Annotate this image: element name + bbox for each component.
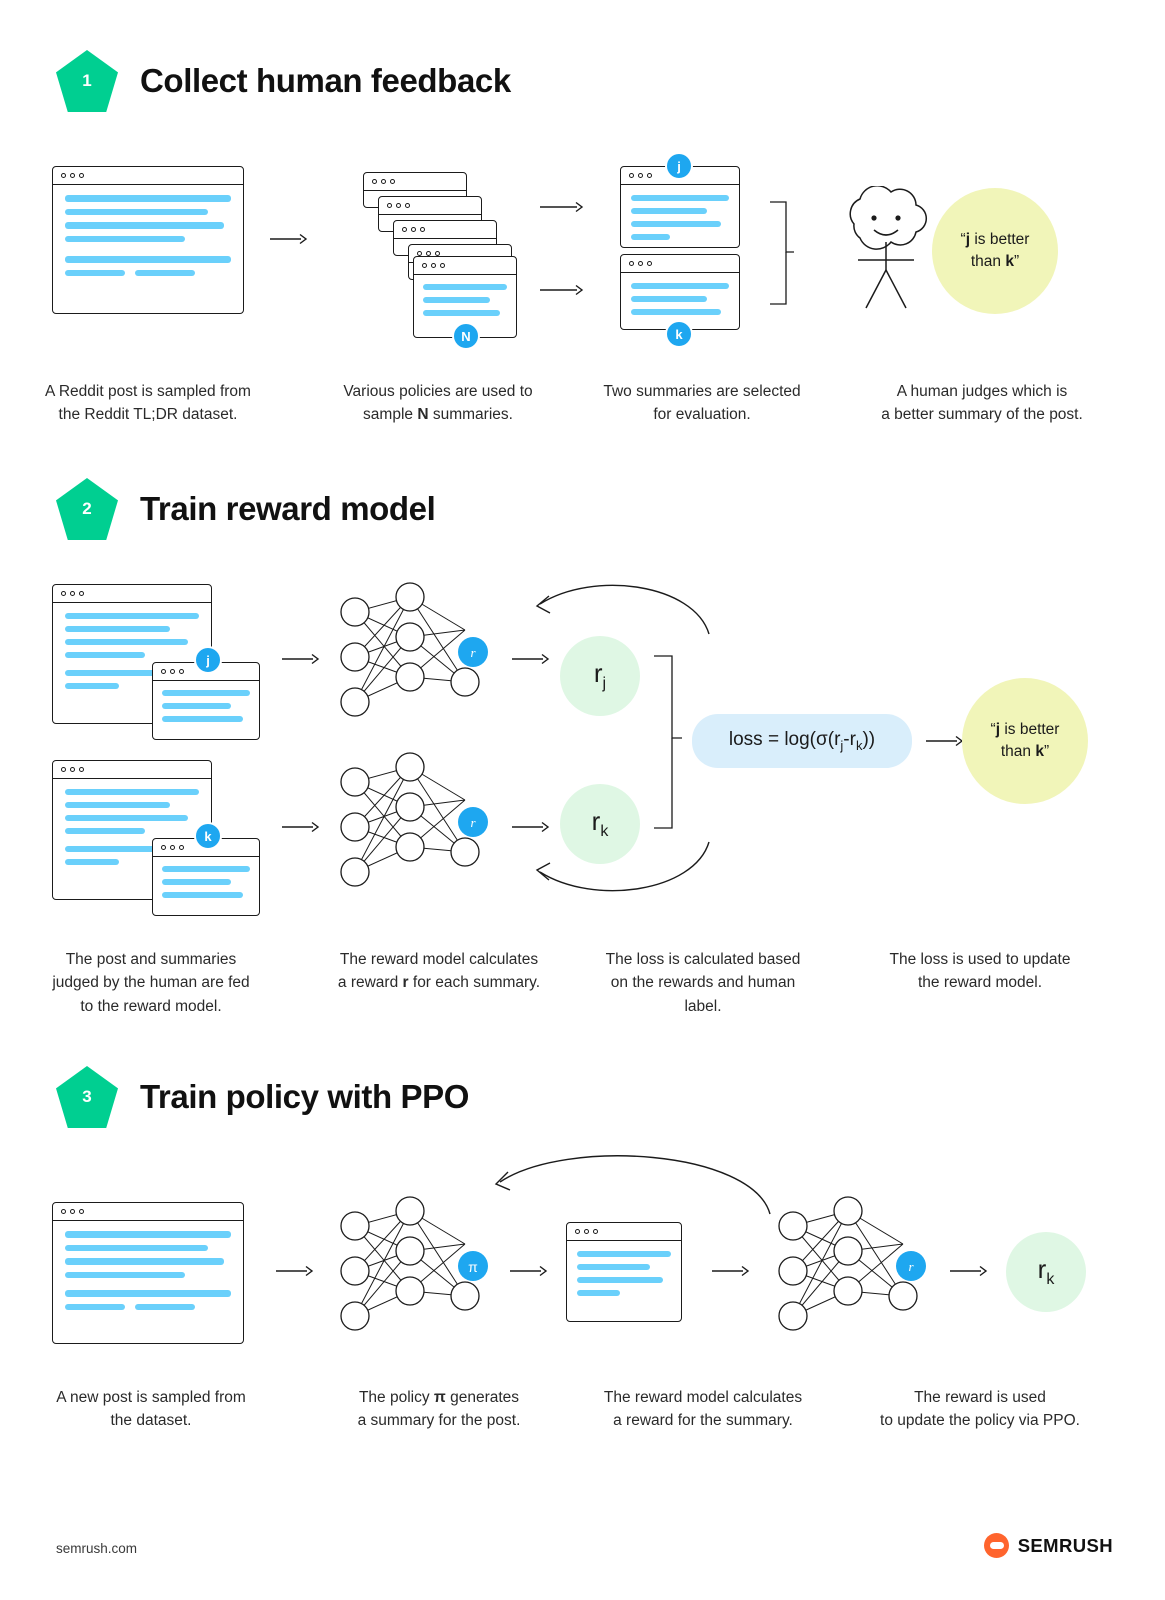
- dot-icon: [70, 767, 75, 772]
- dot-icon: [179, 669, 184, 674]
- step-number-badge-3: [56, 1066, 118, 1128]
- text-line: [65, 270, 125, 276]
- dot-icon: [405, 203, 410, 208]
- arrow-policies-to-summary-j: [540, 200, 586, 214]
- arrow-summary-to-reward-model: [712, 1264, 752, 1278]
- human-judge-figure: [832, 186, 942, 341]
- dot-icon: [79, 591, 84, 596]
- arrow-to-nn-k: [282, 820, 322, 834]
- card-body: [567, 1241, 681, 1313]
- dot-icon: [647, 261, 652, 266]
- card-body: [153, 681, 259, 738]
- step-number-badge-2: [56, 478, 118, 540]
- text-line: [65, 683, 119, 689]
- text-line: [65, 639, 188, 645]
- text-line: [135, 270, 195, 276]
- badge-j-2: j: [194, 646, 222, 674]
- selected-summary-card-k: [620, 254, 740, 330]
- dot-icon: [638, 261, 643, 266]
- arrow-nn-to-reward-j: [512, 652, 552, 666]
- svg-text:r: r: [470, 645, 476, 660]
- loss-formula-pill: [692, 714, 912, 768]
- caption-2-3: The loss is calculated based on the rewards and human label.: [605, 951, 801, 1015]
- card-titlebar: [364, 173, 466, 191]
- speech-mid: is better: [970, 230, 1030, 248]
- section-1-title: Collect human feedback: [140, 62, 511, 99]
- badge-k-2: k: [194, 822, 222, 850]
- ppo-update-arc: [486, 1140, 776, 1220]
- speech-bubble-judgement-1: [932, 188, 1058, 314]
- text-line: [423, 310, 500, 316]
- caption-3-1: A new post is sampled from the dataset.: [56, 1389, 246, 1430]
- dot-icon: [647, 173, 652, 178]
- section-3-header: [0, 1066, 1165, 1128]
- dot-icon: [629, 173, 634, 178]
- feedback-arrow-upper: [524, 570, 714, 640]
- section-train-policy-ppo: [0, 1066, 1165, 1128]
- reward-subscript: k: [1046, 1271, 1055, 1289]
- brace-rewards-to-loss: [652, 652, 692, 832]
- text-line: [65, 1272, 185, 1279]
- card-titlebar: [53, 761, 211, 779]
- reward-model-network-3: [768, 1196, 938, 1346]
- arrow-policies-to-summary-k: [540, 283, 586, 297]
- speech-than: than: [970, 253, 1006, 270]
- reward-symbol: r: [591, 806, 601, 837]
- reward-symbol: r: [593, 658, 603, 689]
- text-line: [65, 652, 145, 658]
- dot-icon: [61, 767, 66, 772]
- dot-icon: [170, 845, 175, 850]
- text-line: [631, 208, 707, 214]
- text-line: [577, 1264, 650, 1270]
- caption-2-2: The reward model calculates a reward r for each summary.: [337, 951, 541, 992]
- dot-icon: [396, 203, 401, 208]
- arrow-nn-to-reward-k: [512, 820, 552, 834]
- quote-close: ”: [1013, 253, 1020, 270]
- text-line: [631, 234, 670, 240]
- feedback-arrow-lower: [524, 836, 714, 906]
- text-line: [65, 195, 231, 202]
- dot-icon: [593, 1229, 598, 1234]
- dot-icon: [420, 227, 425, 232]
- badge-j: j: [665, 152, 693, 180]
- footer-url[interactable]: semrush.com: [56, 1541, 138, 1556]
- text-line: [631, 283, 729, 289]
- text-line: [65, 1258, 224, 1265]
- dot-icon: [61, 1209, 66, 1214]
- text-line: [135, 1304, 195, 1310]
- dot-icon: [431, 263, 436, 268]
- svg-text:r: r: [908, 1259, 914, 1274]
- arrow-post-to-policy: [276, 1264, 316, 1278]
- card-titlebar: [379, 197, 481, 215]
- quote-open: “: [960, 230, 966, 248]
- dot-icon: [629, 261, 634, 266]
- dot-icon: [61, 591, 66, 596]
- dot-icon: [179, 845, 184, 850]
- card-titlebar: [567, 1223, 681, 1241]
- dot-icon: [390, 179, 395, 184]
- dot-icon: [411, 227, 416, 232]
- dot-icon: [161, 845, 166, 850]
- text-line: [162, 866, 250, 872]
- caption-1-2: Various policies are used to sample N summaries.: [343, 383, 533, 424]
- semrush-brand: [984, 1533, 1113, 1558]
- speech-text: [961, 229, 1030, 274]
- generated-summary-card: [566, 1222, 682, 1322]
- card-body: [153, 857, 259, 914]
- text-line: [577, 1277, 663, 1283]
- dot-icon: [387, 203, 392, 208]
- reward-model-network-j: [330, 582, 500, 732]
- speech-bubble-judgement-2: [962, 678, 1088, 804]
- reddit-post-card: [52, 166, 244, 314]
- text-line: [65, 222, 224, 229]
- text-line: [162, 716, 243, 722]
- text-line: [631, 296, 707, 302]
- text-line: [65, 828, 145, 834]
- text-line: [65, 256, 231, 263]
- arrow-to-nn-j: [282, 652, 322, 666]
- caption-2-4: The loss is used to update the reward model.: [889, 951, 1071, 992]
- step-number-badge-1: [56, 50, 118, 112]
- arrow-loss-to-label: [926, 734, 966, 748]
- policy-network: [330, 1196, 500, 1346]
- svg-text:π: π: [468, 1259, 478, 1275]
- dot-icon: [372, 179, 377, 184]
- dot-icon: [575, 1229, 580, 1234]
- card-titlebar: [394, 221, 496, 239]
- arrow-post-to-policies: [270, 232, 310, 246]
- section-2-header: [0, 478, 1165, 540]
- dot-icon: [638, 173, 643, 178]
- card-titlebar: [621, 255, 739, 273]
- caption-1-1: A Reddit post is sampled from the Reddit TL;DR dataset.: [45, 383, 251, 424]
- card-titlebar: [53, 167, 243, 185]
- dot-icon: [61, 173, 66, 178]
- dot-icon: [70, 591, 75, 596]
- card-titlebar: [414, 257, 516, 275]
- text-line: [65, 613, 199, 619]
- speech-text: “j is better than k”: [990, 720, 1060, 760]
- dot-icon: [79, 1209, 84, 1214]
- text-line: [631, 221, 721, 227]
- text-line: [162, 879, 231, 885]
- svg-text:r: r: [470, 815, 476, 830]
- dot-icon: [70, 173, 75, 178]
- card-body: [53, 185, 243, 293]
- text-line: [65, 626, 170, 632]
- text-line: [65, 1231, 231, 1238]
- dot-icon: [170, 669, 175, 674]
- caption-1-4: A human judges which is a better summary of the post.: [881, 383, 1083, 424]
- dot-icon: [381, 179, 386, 184]
- text-line: [65, 1245, 208, 1252]
- step-number-3: 3: [82, 1086, 92, 1106]
- caption-2-1: The post and summaries judged by the human are fed to the reward model.: [52, 951, 250, 1015]
- card-body: [53, 1221, 243, 1327]
- section-collect-human-feedback: [0, 50, 1165, 112]
- brace-to-human: [768, 200, 808, 308]
- text-line: [423, 284, 507, 290]
- section-train-reward-model: [0, 478, 1165, 540]
- label-j: j: [965, 230, 971, 248]
- semrush-logo-icon: [984, 1533, 1009, 1558]
- dot-icon: [422, 263, 427, 268]
- text-line: [65, 859, 119, 865]
- reward-subscript: j: [602, 675, 607, 693]
- text-line: [577, 1290, 620, 1296]
- text-line: [65, 1304, 125, 1310]
- reward-subscript: k: [600, 823, 609, 841]
- text-line: [65, 1290, 231, 1297]
- dot-icon: [440, 263, 445, 268]
- step-number-1: 1: [82, 70, 92, 90]
- dot-icon: [161, 669, 166, 674]
- text-line: [423, 297, 490, 303]
- reward-circle-rj: [560, 636, 640, 716]
- caption-3-3: The reward model calculates a reward for the summary.: [603, 1389, 803, 1430]
- section-1-header: [0, 50, 1165, 112]
- arrow-policy-to-summary: [510, 1264, 550, 1278]
- text-line: [162, 690, 250, 696]
- reward-model-network-k: [330, 752, 500, 902]
- dot-icon: [79, 173, 84, 178]
- card-titlebar: [53, 585, 211, 603]
- caption-3-2: The policy π generates a summary for the post.: [357, 1389, 521, 1430]
- step-number-2: 2: [82, 498, 92, 518]
- arrow-to-reward-3: [950, 1264, 990, 1278]
- text-line: [65, 815, 188, 821]
- text-line: [631, 195, 729, 201]
- text-line: [65, 209, 208, 216]
- loss-formula-text: loss = $\log(\sigma(r_j-r_k))$: [728, 729, 876, 753]
- card-titlebar: [53, 1203, 243, 1221]
- label-k: k: [1005, 253, 1014, 270]
- section-2-title: Train reward model: [140, 490, 436, 527]
- text-line: [631, 309, 721, 315]
- dot-icon: [402, 227, 407, 232]
- reward-circle-3: [1006, 1232, 1086, 1312]
- dot-icon: [79, 767, 84, 772]
- dot-icon: [70, 1209, 75, 1214]
- logo-mark: [984, 1533, 1009, 1558]
- badge-k: k: [665, 320, 693, 348]
- badge-n: N: [452, 322, 480, 350]
- caption-1-3: Two summaries are selected for evaluation.: [603, 383, 801, 424]
- text-line: [162, 703, 231, 709]
- text-line: [577, 1251, 671, 1257]
- text-line: [65, 789, 199, 795]
- section-3-title: Train policy with PPO: [140, 1078, 469, 1115]
- text-line: [65, 802, 170, 808]
- reward-symbol: r: [1037, 1254, 1047, 1285]
- dot-icon: [584, 1229, 589, 1234]
- brand-name: SEMRUSH: [1017, 1534, 1113, 1556]
- text-line: [162, 892, 243, 898]
- card-body: [621, 185, 739, 248]
- new-post-card: [52, 1202, 244, 1344]
- caption-3-4: The reward is used to update the policy via PPO.: [880, 1389, 1080, 1430]
- text-line: [65, 236, 185, 243]
